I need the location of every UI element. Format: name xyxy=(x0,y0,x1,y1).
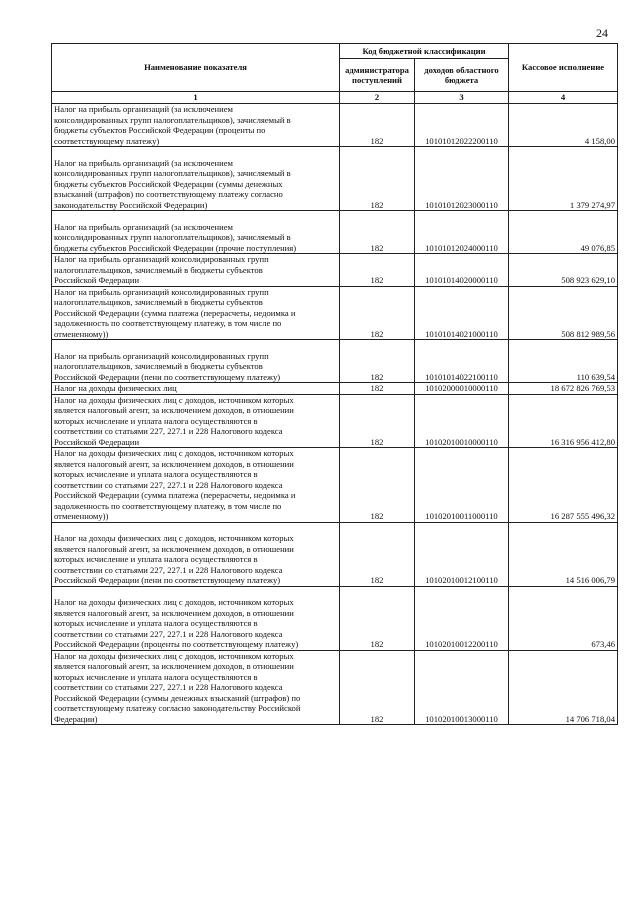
row-amount: 16 316 956 412,80 xyxy=(509,394,618,448)
row-admin: 182 xyxy=(340,147,415,211)
row-admin: 182 xyxy=(340,211,415,254)
row-name: Налог на прибыль организаций консолидированных групп налогоплательщиков, зачисляемый в бюджеты субъектов Российской Федерации (сумма платежа (перерасчеты, недоимка и задолженность по соответствующему платежу, в том числе по отмененному)) xyxy=(52,286,340,340)
row-admin: 182 xyxy=(340,254,415,287)
table-row xyxy=(52,448,618,523)
row-name: Налог на доходы физических лиц с доходов, источником которых является налоговый агент, за исключением доходов, в отношении которых исчисление и уплата налога осуществляются в соответствии со статьями 227, 227.1 и 228 Налогового кодекса Российской Федерации (сумма платежа (перерасчеты, недоимка и задолженность по соответствующему платежу, в том числе по отмененному)) xyxy=(52,448,340,523)
row-amount: 14 706 718,04 xyxy=(509,650,618,725)
row-name: Налог на прибыль организаций (за исключением консолидированных групп налогоплательщиков), зачисляемый в бюджеты субъектов Российской Федерации (проценты по соответствующему платежу) xyxy=(52,104,340,147)
row-name: Налог на доходы физических лиц xyxy=(52,383,340,395)
table-row xyxy=(52,254,618,287)
row-amount: 18 672 826 769,53 xyxy=(509,383,618,395)
row-admin: 182 xyxy=(340,104,415,147)
row-code: 10101014022100110 xyxy=(415,340,509,383)
row-amount: 1 379 274,97 xyxy=(509,147,618,211)
row-code: 10101012022200110 xyxy=(415,104,509,147)
row-code: 10102000010000110 xyxy=(415,383,509,395)
row-code: 10102010013000110 xyxy=(415,650,509,725)
row-amount: 16 287 555 496,32 xyxy=(509,448,618,523)
header-budget-code: Код бюджетной классификации xyxy=(340,44,509,59)
row-admin: 182 xyxy=(340,286,415,340)
row-amount: 508 812 989,56 xyxy=(509,286,618,340)
table-row xyxy=(52,586,618,650)
col-number-3: 3 xyxy=(415,92,509,104)
row-code: 10102010012200110 xyxy=(415,586,509,650)
row-admin: 182 xyxy=(340,340,415,383)
row-code: 10101014020000110 xyxy=(415,254,509,287)
table-row xyxy=(52,211,618,254)
row-admin: 182 xyxy=(340,586,415,650)
table-row xyxy=(52,147,618,211)
table-row xyxy=(52,522,618,586)
table-row xyxy=(52,286,618,340)
header-name: Наименование показателя xyxy=(52,44,340,92)
row-admin: 182 xyxy=(340,448,415,523)
row-code: 10101012024000110 xyxy=(415,211,509,254)
header-cash-execution: Кассовое исполнение xyxy=(509,44,618,92)
row-name: Налог на доходы физических лиц с доходов, источником которых является налоговый агент, за исключением доходов, в отношении которых исчисление и уплата налога осуществляются в соответствии со статьями 227, 227.1 и 228 Налогового кодекса Российской Федерации xyxy=(52,394,340,448)
col-number-4: 4 xyxy=(509,92,618,104)
table-row xyxy=(52,650,618,725)
row-amount: 14 516 006,79 xyxy=(509,522,618,586)
row-name: Налог на прибыль организаций консолидированных групп налогоплательщиков, зачисляемый в бюджеты субъектов Российской Федерации (пени по соответствующему платежу) xyxy=(52,340,340,383)
row-admin: 182 xyxy=(340,650,415,725)
row-admin: 182 xyxy=(340,522,415,586)
row-amount: 110 639,54 xyxy=(509,340,618,383)
row-name: Налог на прибыль организаций (за исключением консолидированных групп налогоплательщиков), зачисляемый в бюджеты субъектов Российской Федерации (суммы денежных взысканий (штрафов) по соответствующему платежу согласно законодательству Российской Федерации) xyxy=(52,147,340,211)
row-code: 10102010010000110 xyxy=(415,394,509,448)
row-amount: 4 158,00 xyxy=(509,104,618,147)
table-row xyxy=(52,104,618,147)
header-administrator: администратора поступлений xyxy=(340,59,415,92)
row-name: Налог на доходы физических лиц с доходов, источником которых является налоговый агент, за исключением доходов, в отношении которых исчисление и уплата налога осуществляются в соответствии со статьями 227, 227.1 и 228 Налогового кодекса Российской Федерации (пени по соответствующему платежу) xyxy=(52,522,340,586)
header-income-code: доходов областного бюджета xyxy=(415,59,509,92)
col-number-1: 1 xyxy=(52,92,340,104)
table-row xyxy=(52,383,618,395)
row-code: 10101014021000110 xyxy=(415,286,509,340)
row-code: 10101012023000110 xyxy=(415,147,509,211)
row-name: Налог на доходы физических лиц с доходов, источником которых является налоговый агент, за исключением доходов, в отношении которых исчисление и уплата налога осуществляются в соответствии со статьями 227, 227.1 и 228 Налогового кодекса Российской Федерации (суммы денежных взысканий (штрафов) по соответствующему платежу согласно законодательству Российской Федерации) xyxy=(52,650,340,725)
row-amount: 673,46 xyxy=(509,586,618,650)
row-code: 10102010012100110 xyxy=(415,522,509,586)
row-amount: 508 923 629,10 xyxy=(509,254,618,287)
page-number: 24 xyxy=(596,26,608,40)
row-name: Налог на прибыль организаций (за исключением консолидированных групп налогоплательщиков), зачисляемый в бюджеты субъектов Российской Федерации (прочие поступления) xyxy=(52,211,340,254)
row-admin: 182 xyxy=(340,383,415,395)
col-number-2: 2 xyxy=(340,92,415,104)
row-name: Налог на прибыль организаций консолидированных групп налогоплательщиков, зачисляемый в бюджеты субъектов Российской Федерации xyxy=(52,254,340,287)
row-code: 10102010011000110 xyxy=(415,448,509,523)
row-admin: 182 xyxy=(340,394,415,448)
table-row xyxy=(52,340,618,383)
budget-table xyxy=(51,43,618,725)
table-row xyxy=(52,394,618,448)
row-name: Налог на доходы физических лиц с доходов, источником которых является налоговый агент, за исключением доходов, в отношении которых исчисление и уплата налога осуществляются в соответствии со статьями 227, 227.1 и 228 Налогового кодекса Российской Федерации (проценты по соответствующему платежу) xyxy=(52,586,340,650)
row-amount: 49 076,85 xyxy=(509,211,618,254)
